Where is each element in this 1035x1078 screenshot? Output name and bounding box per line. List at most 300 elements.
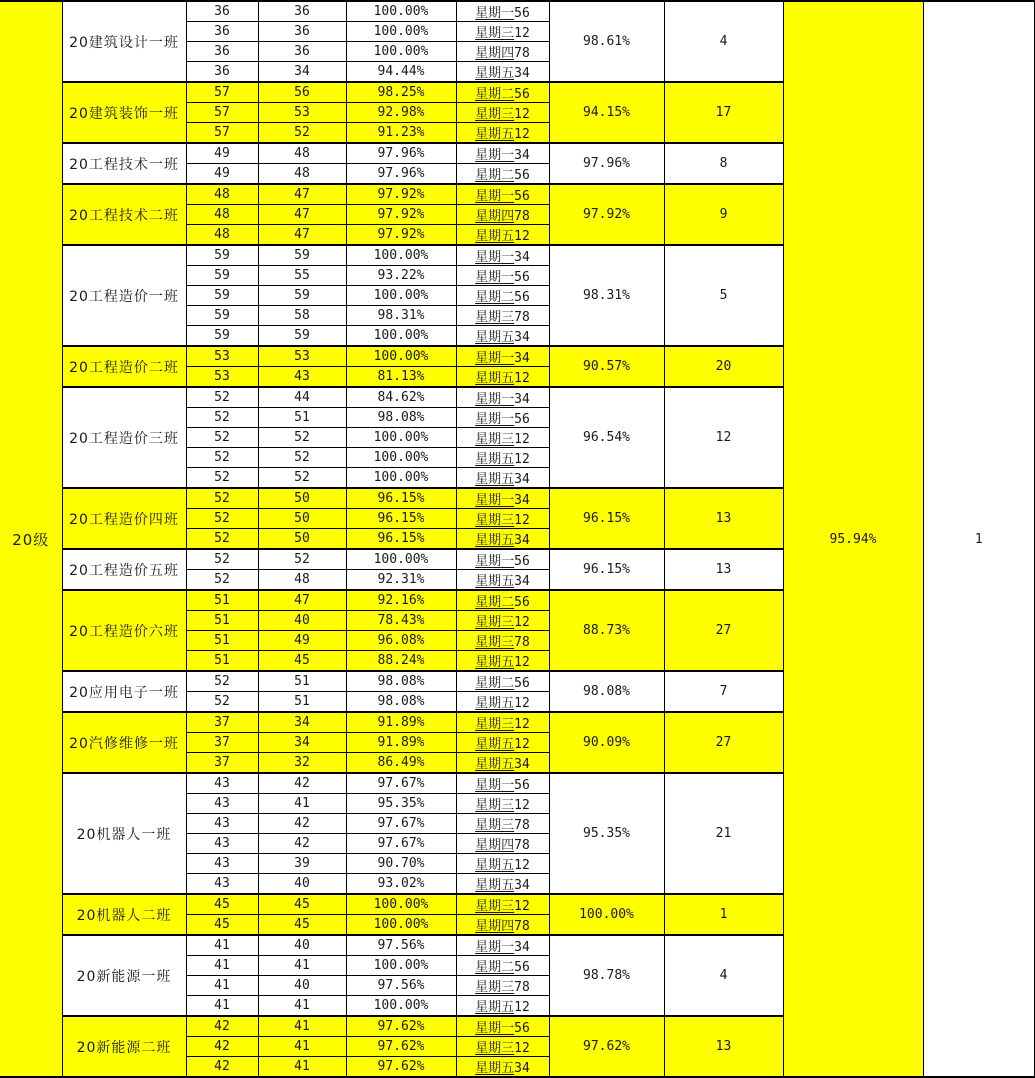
rate-cell[interactable]: 97.67%	[346, 834, 456, 854]
schedule-cell[interactable]	[456, 956, 549, 976]
rate-cell[interactable]: 100.00%	[346, 468, 456, 489]
group-count-cell[interactable]: 13	[664, 488, 783, 549]
group-count-cell[interactable]: 27	[664, 590, 783, 671]
enrolled-cell[interactable]: 53	[186, 346, 258, 367]
schedule-cell[interactable]	[456, 367, 549, 388]
group-count-cell[interactable]: 7	[664, 671, 783, 712]
enrolled-cell[interactable]: 43	[186, 874, 258, 895]
attended-cell[interactable]: 48	[258, 570, 346, 591]
periods-label: 34	[514, 472, 530, 487]
schedule-cell[interactable]	[456, 631, 549, 651]
attended-cell[interactable]: 41	[258, 956, 346, 976]
class-name-cell[interactable]: 20工程造价五班	[62, 549, 186, 590]
enrolled-cell[interactable]: 37	[186, 733, 258, 753]
schedule-cell[interactable]	[456, 488, 549, 509]
group-count-cell[interactable]: 17	[664, 82, 783, 143]
enrolled-cell[interactable]: 51	[186, 631, 258, 651]
periods-label: 12	[514, 798, 530, 813]
rate-cell[interactable]: 100.00%	[346, 894, 456, 915]
group-rate-cell[interactable]: 97.96%	[549, 143, 664, 184]
attended-cell[interactable]: 59	[258, 286, 346, 306]
rate-cell[interactable]: 91.23%	[346, 123, 456, 144]
enrolled-cell[interactable]: 37	[186, 753, 258, 774]
periods-label: 12	[514, 1041, 530, 1056]
attended-cell[interactable]: 52	[258, 428, 346, 448]
rate-cell[interactable]: 100.00%	[346, 346, 456, 367]
rate-cell[interactable]: 98.08%	[346, 692, 456, 713]
class-name-cell[interactable]: 20工程造价六班	[62, 590, 186, 671]
class-name-cell[interactable]: 20工程技术二班	[62, 184, 186, 245]
enrolled-cell[interactable]: 48	[186, 205, 258, 225]
weekday-label: 星期五	[475, 330, 515, 345]
enrolled-cell[interactable]: 52	[186, 570, 258, 591]
class-name-cell[interactable]: 20工程造价二班	[62, 346, 186, 387]
schedule-cell[interactable]	[456, 448, 549, 468]
enrolled-cell[interactable]: 51	[186, 651, 258, 672]
rate-cell[interactable]: 78.43%	[346, 611, 456, 631]
group-rate-cell[interactable]: 97.92%	[549, 184, 664, 245]
schedule-cell[interactable]	[456, 692, 549, 713]
enrolled-cell[interactable]: 52	[186, 387, 258, 408]
rate-cell[interactable]: 91.89%	[346, 712, 456, 733]
enrolled-cell[interactable]: 43	[186, 854, 258, 874]
enrolled-cell[interactable]: 37	[186, 712, 258, 733]
schedule-cell[interactable]	[456, 103, 549, 123]
schedule-cell[interactable]	[456, 854, 549, 874]
attended-cell[interactable]: 52	[258, 468, 346, 489]
schedule-cell[interactable]	[456, 651, 549, 672]
enrolled-cell[interactable]: 41	[186, 956, 258, 976]
schedule-cell[interactable]	[456, 184, 549, 205]
schedule-cell[interactable]	[456, 266, 549, 286]
rate-cell[interactable]: 92.31%	[346, 570, 456, 591]
attended-cell[interactable]: 34	[258, 733, 346, 753]
schedule-cell[interactable]	[456, 164, 549, 185]
attended-cell[interactable]: 51	[258, 408, 346, 428]
group-rate-cell[interactable]: 88.73%	[549, 590, 664, 671]
attended-cell[interactable]: 32	[258, 753, 346, 774]
weekday-label: 星期五	[475, 696, 515, 711]
rate-cell[interactable]: 100.00%	[346, 448, 456, 468]
rate-cell[interactable]: 97.56%	[346, 935, 456, 956]
group-count-cell[interactable]: 20	[664, 346, 783, 387]
weekday-label: 星期三	[475, 310, 515, 325]
schedule-cell[interactable]	[456, 874, 549, 895]
group-rate-cell[interactable]: 98.78%	[549, 935, 664, 1016]
attended-cell[interactable]: 42	[258, 834, 346, 854]
attended-cell[interactable]: 40	[258, 976, 346, 996]
attended-cell[interactable]: 42	[258, 814, 346, 834]
rate-cell[interactable]: 96.08%	[346, 631, 456, 651]
group-count-cell[interactable]: 4	[664, 1, 783, 82]
enrolled-cell[interactable]: 49	[186, 164, 258, 185]
attended-cell[interactable]: 48	[258, 164, 346, 185]
enrolled-cell[interactable]: 57	[186, 82, 258, 103]
weekday-label: 星期五	[475, 878, 515, 893]
enrolled-cell[interactable]: 59	[186, 326, 258, 347]
attended-cell[interactable]: 47	[258, 205, 346, 225]
attended-cell[interactable]: 50	[258, 529, 346, 550]
weekday-label: 星期四	[475, 919, 515, 934]
enrolled-cell[interactable]: 36	[186, 62, 258, 83]
enrolled-cell[interactable]: 43	[186, 794, 258, 814]
attended-cell[interactable]: 47	[258, 225, 346, 246]
schedule-cell[interactable]	[456, 245, 549, 266]
rate-cell[interactable]: 81.13%	[346, 367, 456, 388]
periods-label: 12	[514, 26, 530, 41]
group-rate-cell[interactable]: 96.15%	[549, 549, 664, 590]
attended-cell[interactable]: 52	[258, 123, 346, 144]
enrolled-cell[interactable]: 59	[186, 245, 258, 266]
attended-cell[interactable]: 50	[258, 488, 346, 509]
enrolled-cell[interactable]: 36	[186, 42, 258, 62]
group-count-cell[interactable]: 4	[664, 935, 783, 1016]
schedule-cell[interactable]	[456, 976, 549, 996]
weekday-label: 星期一	[475, 940, 515, 955]
rate-cell[interactable]: 100.00%	[346, 915, 456, 936]
attended-cell[interactable]: 45	[258, 894, 346, 915]
enrolled-cell[interactable]: 52	[186, 448, 258, 468]
rate-cell[interactable]: 96.15%	[346, 488, 456, 509]
rate-cell[interactable]: 100.00%	[346, 22, 456, 42]
enrolled-cell[interactable]: 52	[186, 428, 258, 448]
schedule-cell[interactable]	[456, 387, 549, 408]
periods-label: 34	[514, 66, 530, 81]
schedule-cell[interactable]	[456, 894, 549, 915]
schedule-cell[interactable]	[456, 225, 549, 246]
enrolled-cell[interactable]: 45	[186, 894, 258, 915]
weekday-label: 星期二	[475, 168, 515, 183]
enrolled-cell[interactable]: 59	[186, 286, 258, 306]
group-rate-cell[interactable]: 96.54%	[549, 387, 664, 488]
schedule-cell[interactable]	[456, 408, 549, 428]
grade-cell[interactable]: 20级	[0, 1, 62, 1077]
group-count-cell[interactable]: 12	[664, 387, 783, 488]
schedule-cell[interactable]	[456, 326, 549, 347]
rate-cell[interactable]: 98.08%	[346, 671, 456, 692]
class-name-cell[interactable]: 20汽修维修一班	[62, 712, 186, 773]
schedule-cell[interactable]	[456, 549, 549, 570]
enrolled-cell[interactable]: 42	[186, 1057, 258, 1078]
group-count-cell[interactable]: 9	[664, 184, 783, 245]
periods-label: 56	[514, 960, 530, 975]
rate-cell[interactable]: 100.00%	[346, 326, 456, 347]
rate-cell[interactable]: 97.96%	[346, 164, 456, 185]
attended-cell[interactable]: 53	[258, 103, 346, 123]
attended-cell[interactable]: 36	[258, 1, 346, 22]
attended-cell[interactable]: 55	[258, 266, 346, 286]
enrolled-cell[interactable]: 59	[186, 306, 258, 326]
rate-cell[interactable]: 100.00%	[346, 549, 456, 570]
schedule-cell[interactable]	[456, 915, 549, 936]
rate-cell[interactable]: 95.35%	[346, 794, 456, 814]
weekday-label: 星期三	[475, 615, 515, 630]
group-rate-cell[interactable]: 95.35%	[549, 773, 664, 894]
periods-label: 12	[514, 371, 530, 386]
class-name-cell[interactable]: 20建筑装饰一班	[62, 82, 186, 143]
group-rate-cell[interactable]: 98.61%	[549, 1, 664, 82]
periods-label: 56	[514, 554, 530, 569]
group-count-cell[interactable]: 5	[664, 245, 783, 346]
enrolled-cell[interactable]: 36	[186, 22, 258, 42]
schedule-cell[interactable]	[456, 733, 549, 753]
schedule-cell[interactable]	[456, 671, 549, 692]
class-name-cell[interactable]: 20工程造价四班	[62, 488, 186, 549]
rate-cell[interactable]: 97.62%	[346, 1016, 456, 1037]
schedule-cell[interactable]	[456, 143, 549, 164]
attended-cell[interactable]: 45	[258, 651, 346, 672]
weekday-label: 星期五	[475, 229, 515, 244]
rate-cell[interactable]: 97.62%	[346, 1057, 456, 1078]
enrolled-cell[interactable]: 53	[186, 367, 258, 388]
enrolled-cell[interactable]: 45	[186, 915, 258, 936]
attended-cell[interactable]: 40	[258, 874, 346, 895]
enrolled-cell[interactable]: 52	[186, 468, 258, 489]
enrolled-cell[interactable]: 42	[186, 1016, 258, 1037]
attended-cell[interactable]: 34	[258, 712, 346, 733]
periods-label: 34	[514, 148, 530, 163]
enrolled-cell[interactable]: 52	[186, 529, 258, 550]
rate-cell[interactable]: 91.89%	[346, 733, 456, 753]
class-name-cell[interactable]: 20机器人一班	[62, 773, 186, 894]
attended-cell[interactable]: 47	[258, 590, 346, 611]
group-rate-cell[interactable]: 90.57%	[549, 346, 664, 387]
periods-label: 56	[514, 1021, 530, 1036]
weekday-label: 星期五	[475, 574, 515, 589]
attended-cell[interactable]: 41	[258, 1016, 346, 1037]
attended-cell[interactable]: 50	[258, 509, 346, 529]
schedule-cell[interactable]	[456, 306, 549, 326]
attended-cell[interactable]: 53	[258, 346, 346, 367]
rate-cell[interactable]: 97.96%	[346, 143, 456, 164]
weekday-label: 星期四	[475, 838, 515, 853]
enrolled-cell[interactable]: 52	[186, 509, 258, 529]
attended-cell[interactable]: 51	[258, 671, 346, 692]
periods-label: 34	[514, 392, 530, 407]
weekday-label: 星期五	[475, 472, 515, 487]
group-rate-cell[interactable]: 98.08%	[549, 671, 664, 712]
attended-cell[interactable]: 56	[258, 82, 346, 103]
enrolled-cell[interactable]: 49	[186, 143, 258, 164]
rate-cell[interactable]: 97.62%	[346, 1037, 456, 1057]
rate-cell[interactable]: 100.00%	[346, 286, 456, 306]
enrolled-cell[interactable]: 43	[186, 814, 258, 834]
enrolled-cell[interactable]: 41	[186, 996, 258, 1017]
enrolled-cell[interactable]: 41	[186, 935, 258, 956]
attended-cell[interactable]: 40	[258, 935, 346, 956]
rate-cell[interactable]: 97.67%	[346, 814, 456, 834]
class-name-cell[interactable]: 20建筑设计一班	[62, 1, 186, 82]
rate-cell[interactable]: 97.67%	[346, 773, 456, 794]
class-name-cell[interactable]: 20机器人二班	[62, 894, 186, 935]
attended-cell[interactable]: 59	[258, 326, 346, 347]
rate-cell[interactable]: 100.00%	[346, 42, 456, 62]
attended-cell[interactable]: 52	[258, 448, 346, 468]
rate-cell[interactable]: 98.08%	[346, 408, 456, 428]
schedule-cell[interactable]	[456, 509, 549, 529]
rate-cell[interactable]: 93.02%	[346, 874, 456, 895]
enrolled-cell[interactable]: 51	[186, 611, 258, 631]
weekday-label: 星期一	[475, 351, 515, 366]
class-name-cell[interactable]: 20应用电子一班	[62, 671, 186, 712]
attended-cell[interactable]: 39	[258, 854, 346, 874]
weekday-label: 星期一	[475, 148, 515, 163]
rate-cell[interactable]: 97.56%	[346, 976, 456, 996]
schedule-cell[interactable]	[456, 773, 549, 794]
class-name-cell[interactable]: 20新能源一班	[62, 935, 186, 1016]
enrolled-cell[interactable]: 52	[186, 692, 258, 713]
attended-cell[interactable]: 43	[258, 367, 346, 388]
class-name-cell[interactable]: 20新能源二班	[62, 1016, 186, 1077]
attended-cell[interactable]: 41	[258, 794, 346, 814]
group-count-cell[interactable]: 21	[664, 773, 783, 894]
schedule-cell[interactable]	[456, 1057, 549, 1078]
periods-label: 12	[514, 1000, 530, 1015]
attended-cell[interactable]: 41	[258, 996, 346, 1017]
schedule-cell[interactable]	[456, 753, 549, 774]
schedule-cell[interactable]	[456, 935, 549, 956]
group-rate-cell[interactable]: 90.09%	[549, 712, 664, 773]
periods-label: 12	[514, 655, 530, 670]
group-rate-cell[interactable]: 94.15%	[549, 82, 664, 143]
schedule-cell[interactable]	[456, 62, 549, 83]
periods-label: 12	[514, 452, 530, 467]
group-rate-cell[interactable]: 96.15%	[549, 488, 664, 549]
attended-cell[interactable]: 49	[258, 631, 346, 651]
attended-cell[interactable]: 44	[258, 387, 346, 408]
enrolled-cell[interactable]: 52	[186, 408, 258, 428]
rate-cell[interactable]: 100.00%	[346, 1, 456, 22]
rate-cell[interactable]: 86.49%	[346, 753, 456, 774]
group-rate-cell[interactable]: 100.00%	[549, 894, 664, 935]
class-name-cell[interactable]: 20工程造价三班	[62, 387, 186, 488]
rate-cell[interactable]: 100.00%	[346, 956, 456, 976]
enrolled-cell[interactable]: 43	[186, 834, 258, 854]
schedule-cell[interactable]	[456, 794, 549, 814]
overall-rate-cell[interactable]: 95.94%	[783, 1, 923, 1077]
rate-cell[interactable]: 97.92%	[346, 184, 456, 205]
rate-cell[interactable]: 94.44%	[346, 62, 456, 83]
attended-cell[interactable]: 45	[258, 915, 346, 936]
enrolled-cell[interactable]: 52	[186, 549, 258, 570]
rate-cell[interactable]: 98.31%	[346, 306, 456, 326]
attended-cell[interactable]: 36	[258, 22, 346, 42]
group-count-cell[interactable]: 27	[664, 712, 783, 773]
rate-cell[interactable]: 98.25%	[346, 82, 456, 103]
attended-cell[interactable]: 41	[258, 1057, 346, 1078]
attended-cell[interactable]: 59	[258, 245, 346, 266]
enrolled-cell[interactable]: 48	[186, 225, 258, 246]
schedule-cell[interactable]	[456, 346, 549, 367]
schedule-cell[interactable]	[456, 286, 549, 306]
attended-cell[interactable]: 40	[258, 611, 346, 631]
enrolled-cell[interactable]: 51	[186, 590, 258, 611]
overall-count-cell[interactable]: 1	[923, 1, 1035, 1077]
schedule-cell[interactable]	[456, 82, 549, 103]
rate-cell[interactable]: 97.92%	[346, 205, 456, 225]
weekday-label: 星期三	[475, 513, 515, 528]
schedule-cell[interactable]	[456, 1016, 549, 1037]
schedule-cell[interactable]	[456, 814, 549, 834]
schedule-cell[interactable]	[456, 428, 549, 448]
group-count-cell[interactable]: 8	[664, 143, 783, 184]
attended-cell[interactable]: 51	[258, 692, 346, 713]
attended-cell[interactable]: 34	[258, 62, 346, 83]
enrolled-cell[interactable]: 59	[186, 266, 258, 286]
group-count-cell[interactable]: 13	[664, 549, 783, 590]
enrolled-cell[interactable]: 48	[186, 184, 258, 205]
schedule-cell[interactable]	[456, 529, 549, 550]
rate-cell[interactable]: 88.24%	[346, 651, 456, 672]
enrolled-cell[interactable]: 36	[186, 1, 258, 22]
rate-cell[interactable]: 100.00%	[346, 428, 456, 448]
schedule-cell[interactable]	[456, 570, 549, 591]
weekday-label: 星期三	[475, 798, 515, 813]
group-count-cell[interactable]: 1	[664, 894, 783, 935]
rate-cell[interactable]: 100.00%	[346, 245, 456, 266]
schedule-cell[interactable]	[456, 468, 549, 489]
schedule-cell[interactable]	[456, 590, 549, 611]
schedule-cell[interactable]	[456, 712, 549, 733]
group-rate-cell[interactable]: 97.62%	[549, 1016, 664, 1077]
attended-cell[interactable]: 58	[258, 306, 346, 326]
enrolled-cell[interactable]: 52	[186, 671, 258, 692]
rate-cell[interactable]: 96.15%	[346, 509, 456, 529]
periods-label: 56	[514, 6, 530, 21]
enrolled-cell[interactable]: 43	[186, 773, 258, 794]
enrolled-cell[interactable]: 52	[186, 488, 258, 509]
rate-cell[interactable]: 92.98%	[346, 103, 456, 123]
periods-label: 56	[514, 412, 530, 427]
attended-cell[interactable]: 48	[258, 143, 346, 164]
schedule-cell[interactable]	[456, 205, 549, 225]
schedule-cell[interactable]	[456, 123, 549, 144]
weekday-label: 星期一	[475, 493, 515, 508]
schedule-cell[interactable]	[456, 1, 549, 22]
enrolled-cell[interactable]: 57	[186, 103, 258, 123]
schedule-cell[interactable]	[456, 996, 549, 1017]
rate-cell[interactable]: 84.62%	[346, 387, 456, 408]
attended-cell[interactable]: 42	[258, 773, 346, 794]
rate-cell[interactable]: 97.92%	[346, 225, 456, 246]
schedule-cell[interactable]	[456, 1037, 549, 1057]
rate-cell[interactable]: 92.16%	[346, 590, 456, 611]
enrolled-cell[interactable]: 41	[186, 976, 258, 996]
rate-cell[interactable]: 96.15%	[346, 529, 456, 550]
class-name-cell[interactable]: 20工程技术一班	[62, 143, 186, 184]
periods-label: 78	[514, 46, 530, 61]
rate-cell[interactable]: 93.22%	[346, 266, 456, 286]
group-rate-cell[interactable]: 98.31%	[549, 245, 664, 346]
schedule-cell[interactable]	[456, 834, 549, 854]
weekday-label: 星期五	[475, 1061, 515, 1076]
class-name-cell[interactable]: 20工程造价一班	[62, 245, 186, 346]
session-row	[0, 1, 1035, 22]
attended-cell[interactable]: 36	[258, 42, 346, 62]
attended-cell[interactable]: 41	[258, 1037, 346, 1057]
schedule-cell[interactable]	[456, 611, 549, 631]
rate-cell[interactable]: 100.00%	[346, 996, 456, 1017]
attended-cell[interactable]: 52	[258, 549, 346, 570]
rate-cell[interactable]: 90.70%	[346, 854, 456, 874]
schedule-cell[interactable]	[456, 42, 549, 62]
schedule-cell[interactable]	[456, 22, 549, 42]
enrolled-cell[interactable]: 42	[186, 1037, 258, 1057]
enrolled-cell[interactable]: 57	[186, 123, 258, 144]
attended-cell[interactable]: 47	[258, 184, 346, 205]
weekday-label: 星期三	[475, 432, 515, 447]
group-count-cell[interactable]: 13	[664, 1016, 783, 1077]
